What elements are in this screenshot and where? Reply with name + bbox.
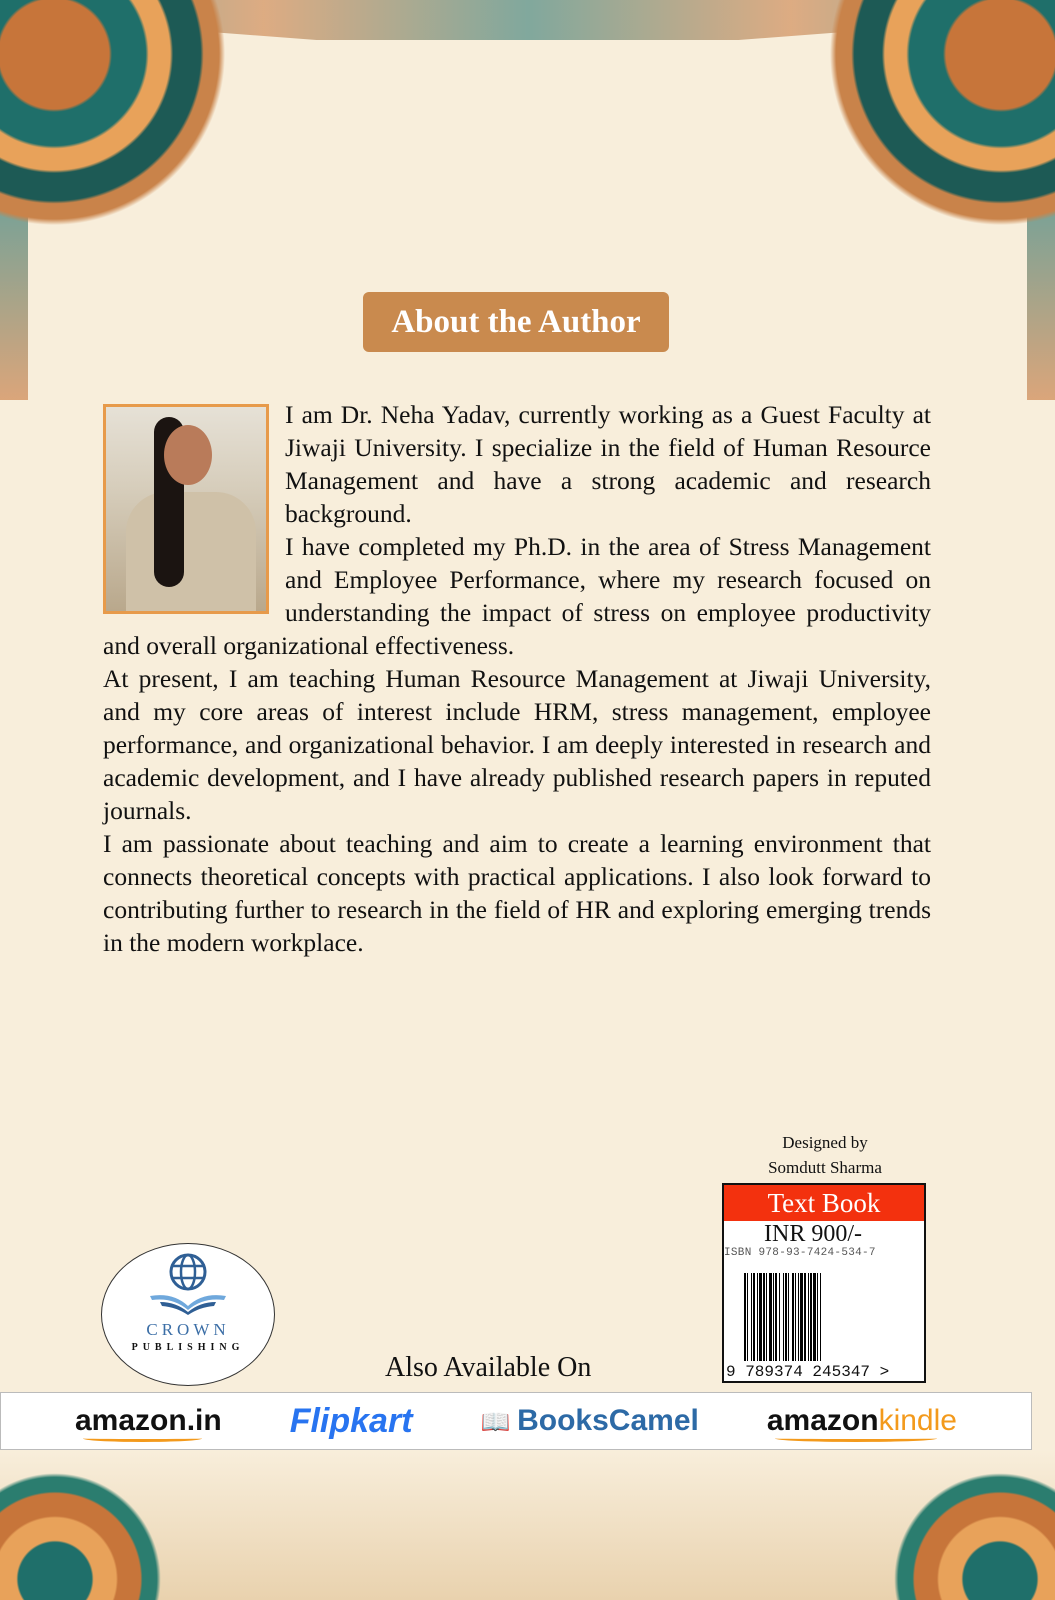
bio-paragraph: At present, I am teaching Human Resource Management at Jiwaji University, and my core areas of interest include HRM, stress management, employee performance, and organizational behavior. I am deeply interested in research and academic development, and I have already published research papers in reputed journals. — [103, 664, 931, 825]
barcode-bars — [744, 1273, 822, 1361]
paisley-ornament-top-left — [0, 0, 270, 270]
designed-by-label: Designed by — [782, 1133, 868, 1152]
flipkart-logo: Flipkart — [289, 1401, 413, 1440]
paisley-ornament-bottom-right — [835, 1460, 1055, 1600]
barcode-bar — [821, 1273, 822, 1361]
also-available-label: Also Available On — [385, 1352, 592, 1383]
bio-paragraph: I am Dr. Neha Yadav, currently working as a Guest Faculty at Jiwaji University. I specialize in the field of Human Resource Management and have a strong academic and research background. — [285, 400, 931, 528]
category-label: Text Book — [724, 1185, 924, 1221]
bio-paragraph: I have completed my Ph.D. in the area of Stress Management and Employee Performance, where my research focused on understanding the impact of stress on employee productivity and overall organizational effectiveness. — [103, 532, 931, 660]
kindle-text: kindle — [878, 1404, 957, 1437]
price: INR 900/- — [764, 1221, 862, 1247]
designer-credit — [722, 1130, 928, 1180]
isbn-text: ISBN 978-93-7424-534-7 — [724, 1247, 876, 1259]
kindle-amazon-text: amazon — [766, 1404, 879, 1437]
amazon-in-logo: amazon.in — [75, 1404, 222, 1437]
barcode-panel — [722, 1183, 926, 1383]
bio-paragraph: I am passionate about teaching and aim to create a learning environment that connects theoretical concepts with practical applications. I also look forward to contributing further to research in the field of HR and exploring emerging trends in the modern workplace. — [103, 829, 931, 957]
crown-publishing-logo — [101, 1243, 275, 1386]
camel-book-icon: 📖 — [480, 1409, 518, 1436]
globe-book-icon — [138, 1250, 238, 1316]
author-bio — [103, 398, 931, 959]
paisley-ornament-top-right — [785, 0, 1055, 270]
author-photo — [103, 404, 269, 614]
amazon-kindle-logo — [767, 1404, 957, 1438]
publisher-subtitle: PUBLISHING — [131, 1342, 245, 1353]
store-logos-bar — [0, 1392, 1032, 1450]
designer-name: Somdutt Sharma — [768, 1158, 882, 1177]
publisher-name: CROWN — [146, 1320, 230, 1339]
about-author-heading: About the Author — [363, 292, 669, 352]
barcode-digits: 9 789374 245347 > — [726, 1363, 922, 1381]
paisley-ornament-bottom-left — [0, 1460, 220, 1600]
bookscamel-text: BooksCamel — [517, 1404, 699, 1437]
bookscamel-logo — [481, 1404, 699, 1438]
